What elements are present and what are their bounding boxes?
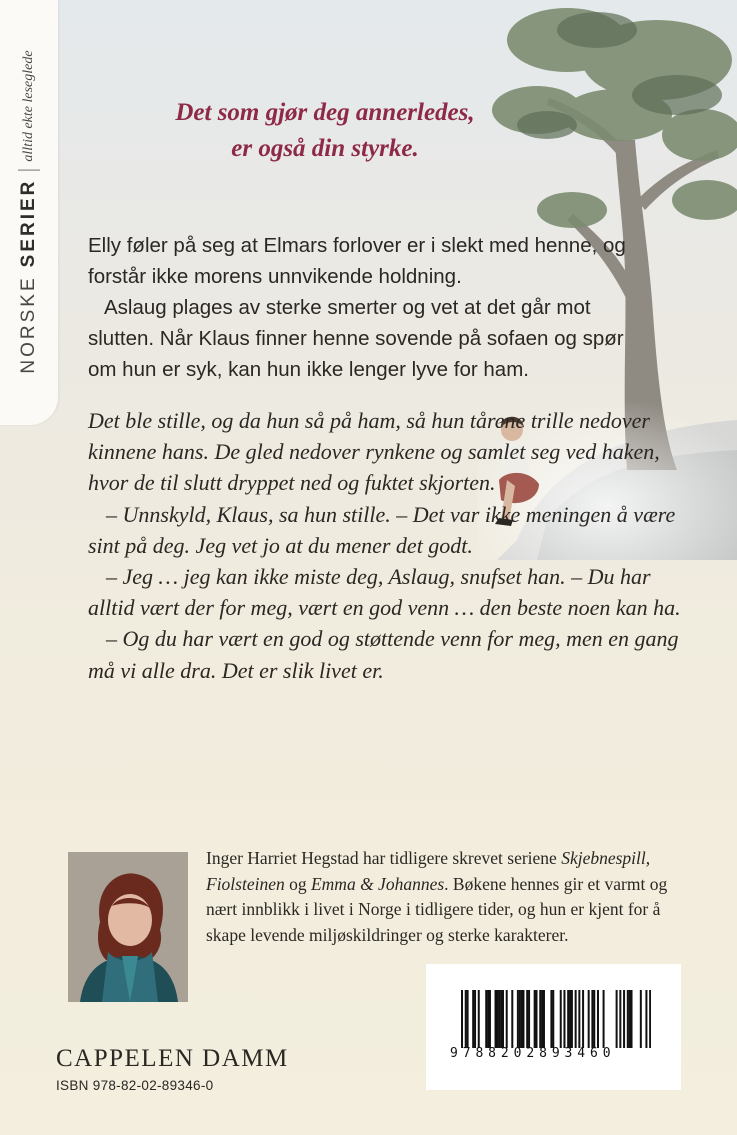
- barcode-bar: [619, 990, 621, 1048]
- barcode-bar: [461, 990, 463, 1048]
- excerpt-paragraph: Det ble stille, og da hun så på ham, så hun tårene trille nedover kinnene hans. De gled nedover rynkene og samlet seg ved haken, hvor de til slutt dryppet ned og fuktet skjorten.: [88, 408, 660, 496]
- bio-series-title: Skjebnespill: [561, 848, 646, 868]
- barcode-bar: [506, 990, 508, 1048]
- barcode-bar: [519, 990, 521, 1048]
- barcode-bar: [528, 990, 530, 1048]
- publisher-logo: CAPPELEN DAMM: [56, 1045, 289, 1072]
- barcode-bar: [578, 990, 580, 1048]
- barcode-bar: [640, 990, 642, 1048]
- barcode-bar: [495, 990, 497, 1048]
- bio-text: Inger Harriet Hegstad har tidligere skrevet seriene: [206, 848, 562, 868]
- series-spine-tab: [0, 0, 58, 425]
- barcode-bar: [467, 990, 469, 1048]
- excerpt-paragraph: – Og du har vært en god og støttende venn for meg, men en gang må vi alle dra. Det er slik livet er.: [88, 626, 679, 683]
- barcode-bar: [472, 990, 474, 1048]
- bio-series-title: Fiolsteinen: [206, 873, 285, 894]
- barcode-bar: [649, 990, 651, 1048]
- barcode-bar: [500, 990, 502, 1048]
- author-photo: [68, 852, 188, 1002]
- barcode-bar: [534, 990, 536, 1048]
- barcode-bar: [560, 990, 562, 1048]
- barcode-bar: [575, 990, 577, 1048]
- barcode-bar: [485, 990, 487, 1048]
- barcode-bar: [502, 990, 504, 1048]
- barcode-bar: [588, 990, 590, 1048]
- book-blurb: [88, 230, 648, 385]
- blurb-paragraph: Aslaug plages av sterke smerter og vet at det går mot slutten. Når Klaus finner henne sovende på sofaen og spør om hun er syk, kan hun ikke lenger lyve for ham.: [88, 296, 624, 381]
- barcode-bar: [591, 990, 593, 1048]
- barcode-bar: [645, 990, 647, 1048]
- bio-series-title: Emma & Johannes: [310, 873, 445, 894]
- series-name-serier: SERIER: [18, 178, 39, 268]
- isbn-number: ISBN 978-82-02-89346-0: [56, 1078, 214, 1093]
- barcode-bar: [526, 990, 528, 1048]
- bio-text: ,: [645, 848, 651, 868]
- series-logo: [18, 50, 40, 373]
- barcode-bar: [543, 990, 545, 1048]
- barcode-bar: [567, 990, 569, 1048]
- excerpt-paragraph: – Jeg … jeg kan ikke miste deg, Aslaug, snufset han. – Du har alltid vært der for meg, vært en god venn … den beste noen kan ha.: [88, 564, 681, 621]
- barcode-bar: [465, 990, 467, 1048]
- barcode-bar: [489, 990, 491, 1048]
- barcode-bar: [582, 990, 584, 1048]
- barcode-bar: [478, 990, 480, 1048]
- tagline-line-1: Det som gjør deg annerledes,: [175, 99, 475, 126]
- barcode-bar: [616, 990, 618, 1048]
- barcode-bar: [522, 990, 524, 1048]
- barcode-bar: [603, 990, 605, 1048]
- barcode-bar: [623, 990, 625, 1048]
- series-tagline: alltid ekte leseglede: [21, 50, 36, 162]
- blurb-paragraph: Elly føler på seg at Elmars forlover er i slekt med henne, og forstår ikke morens unnvikende holdning.: [88, 234, 626, 288]
- barcode-digits: 9788202893460: [450, 1046, 616, 1061]
- barcode-bar: [517, 990, 519, 1048]
- barcode-bar: [498, 990, 500, 1048]
- barcode-bar: [597, 990, 599, 1048]
- cover-tagline: [80, 95, 570, 167]
- author-portrait-image: [68, 852, 188, 1002]
- barcode-bar: [563, 990, 565, 1048]
- barcode-panel: [426, 964, 681, 1090]
- barcode-bar: [571, 990, 573, 1048]
- bio-text: og: [284, 873, 311, 894]
- barcode-bar: [541, 990, 543, 1048]
- barcode-bar: [536, 990, 538, 1048]
- series-divider: [18, 170, 40, 171]
- barcode-bar: [569, 990, 571, 1048]
- excerpt-paragraph: – Unnskyld, Klaus, sa hun stille. – Det var ikke meningen å være sint på deg. Jeg vet jo at du mener det godt.: [88, 501, 676, 558]
- barcode-bar: [550, 990, 552, 1048]
- book-excerpt: [88, 405, 688, 686]
- barcode-bar: [631, 990, 633, 1048]
- barcode-bar: [539, 990, 541, 1048]
- author-bio: [206, 846, 696, 948]
- barcode-bar: [629, 990, 631, 1048]
- bio-text: . Bøkene hennes gir et varmt og nært innblikk i livet i Norge i tidligere tider, og hun er kjent for å skape levende miljøskildringer og sterke karakterer.: [206, 873, 668, 945]
- barcode-bar: [487, 990, 489, 1048]
- tagline-line-2: er også din styrke.: [231, 135, 419, 162]
- barcode-bar: [593, 990, 595, 1048]
- barcode-bar: [521, 990, 523, 1048]
- barcode-bar: [552, 990, 554, 1048]
- barcode-bar: [627, 990, 629, 1048]
- barcode-bar: [496, 990, 498, 1048]
- series-name-norske: NORSKE: [18, 275, 39, 374]
- barcode-bar: [474, 990, 476, 1048]
- barcode-bar: [511, 990, 513, 1048]
